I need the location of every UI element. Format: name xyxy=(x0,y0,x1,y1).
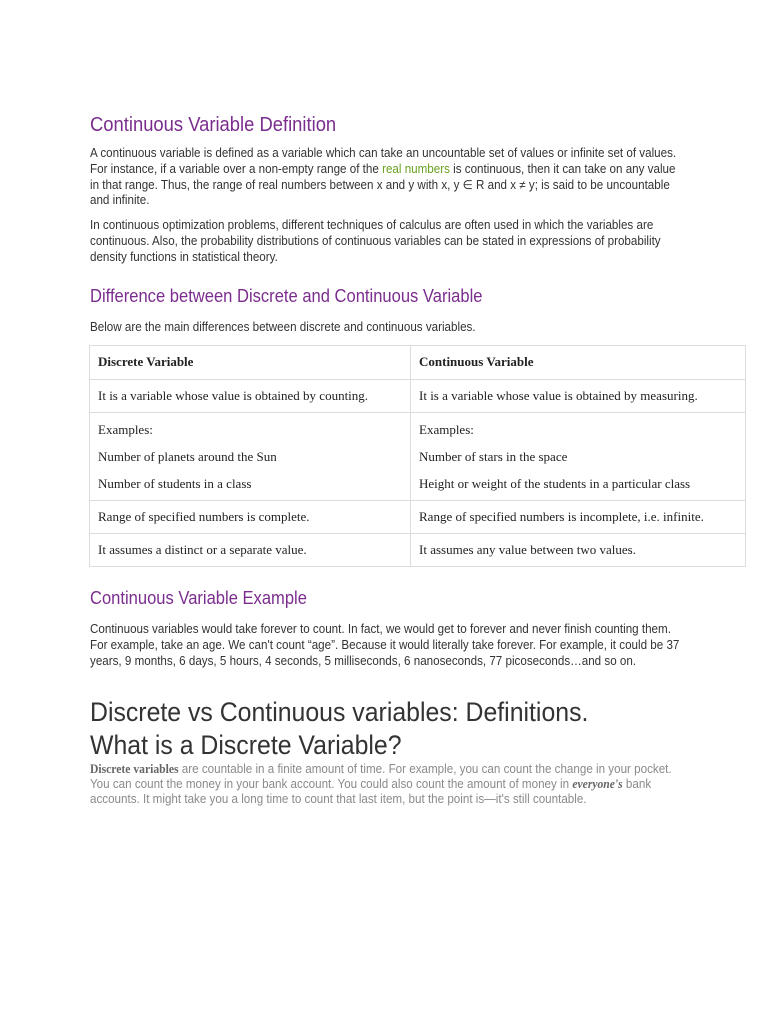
table-header-row xyxy=(90,346,746,380)
header-discrete: Discrete Variable xyxy=(90,346,411,380)
discrete-text-part-1: are countable in a finite amount of time. For example, you can count the change in your pocket. You can count the money in your bank account. You could also count the amount of money in xyxy=(90,762,672,791)
section-title-continuous-example: Continuous Variable Example xyxy=(90,588,307,608)
what-is-discrete-title: What is a Discrete Variable? xyxy=(90,730,402,760)
discrete-variables-paragraph xyxy=(90,762,685,806)
table-row-examples xyxy=(90,413,746,501)
table-cell: It assumes any value between two values. xyxy=(411,534,746,567)
discrete-variables-term: Discrete variables xyxy=(90,762,179,776)
definition-paragraph-1 xyxy=(90,146,685,209)
definition-text-start: A continuous variable is defined as a variable which can take an uncountable set of values or infinite set of values. For instance, if a variable over a non-empty range of the xyxy=(90,146,677,176)
definition-paragraph-2: In continuous optimization problems, different techniques of calculus are often used in which the variables are continuous. Also, the probability distributions of continuous variables can be stated in expressions of probability density functions in statistical theory. xyxy=(90,218,661,264)
table-cell: It assumes a distinct or a separate value. xyxy=(90,534,411,567)
example-item: Number of planets around the Sun xyxy=(98,449,277,464)
difference-intro: Below are the main differences between discrete and continuous variables. xyxy=(90,320,476,334)
table-row xyxy=(90,380,746,413)
table-cell: It is a variable whose value is obtained by measuring. xyxy=(411,380,746,413)
table-cell: Range of specified numbers is incomplete, i.e. infinite. xyxy=(411,501,746,534)
table-row xyxy=(90,501,746,534)
example-paragraph: Continuous variables would take forever to count. In fact, we would get to forever and never finish counting them. For example, take an age. We can't count “age”. Because it would literally take forever. For example, it could be 37 years, 9 months, 6 days, 5 hours, 4 seconds, 5 milliseconds, 6 nanoseconds, 77 picoseconds…and so on. xyxy=(90,622,680,668)
comparison-table xyxy=(89,345,746,567)
examples-label: Examples: xyxy=(98,422,153,437)
examples-label: Examples: xyxy=(419,422,474,437)
example-item: Number of students in a class xyxy=(98,476,252,491)
table-cell: Range of specified numbers is complete. xyxy=(90,501,411,534)
table-cell-examples-continuous xyxy=(411,413,746,501)
table-row xyxy=(90,534,746,567)
table-cell: It is a variable whose value is obtained by counting. xyxy=(90,380,411,413)
header-continuous: Continuous Variable xyxy=(411,346,746,380)
section-title-continuous-definition: Continuous Variable Definition xyxy=(90,114,337,136)
example-item: Number of stars in the space xyxy=(419,449,568,464)
example-item: Height or weight of the students in a particular class xyxy=(419,476,691,491)
discrete-vs-continuous-title: Discrete vs Continuous variables: Definitions. xyxy=(90,697,589,727)
real-numbers-link[interactable]: real numbers xyxy=(382,161,450,176)
definition-text-end: is continuous, then it can take on any value in that range. Thus, the range of real numbers between x and y with x, y ∈ R and x ≠ y; is said to be uncountable and infinite. xyxy=(90,161,676,208)
everyones-emphasis: everyone's xyxy=(572,776,623,791)
section-title-difference: Difference between Discrete and Continuous Variable xyxy=(90,286,483,306)
discrete-text-part-2: bank accounts. It might take you a long time to count that last item, but the point is—it's still countable. xyxy=(90,776,652,806)
table-cell-examples-discrete xyxy=(90,413,411,501)
